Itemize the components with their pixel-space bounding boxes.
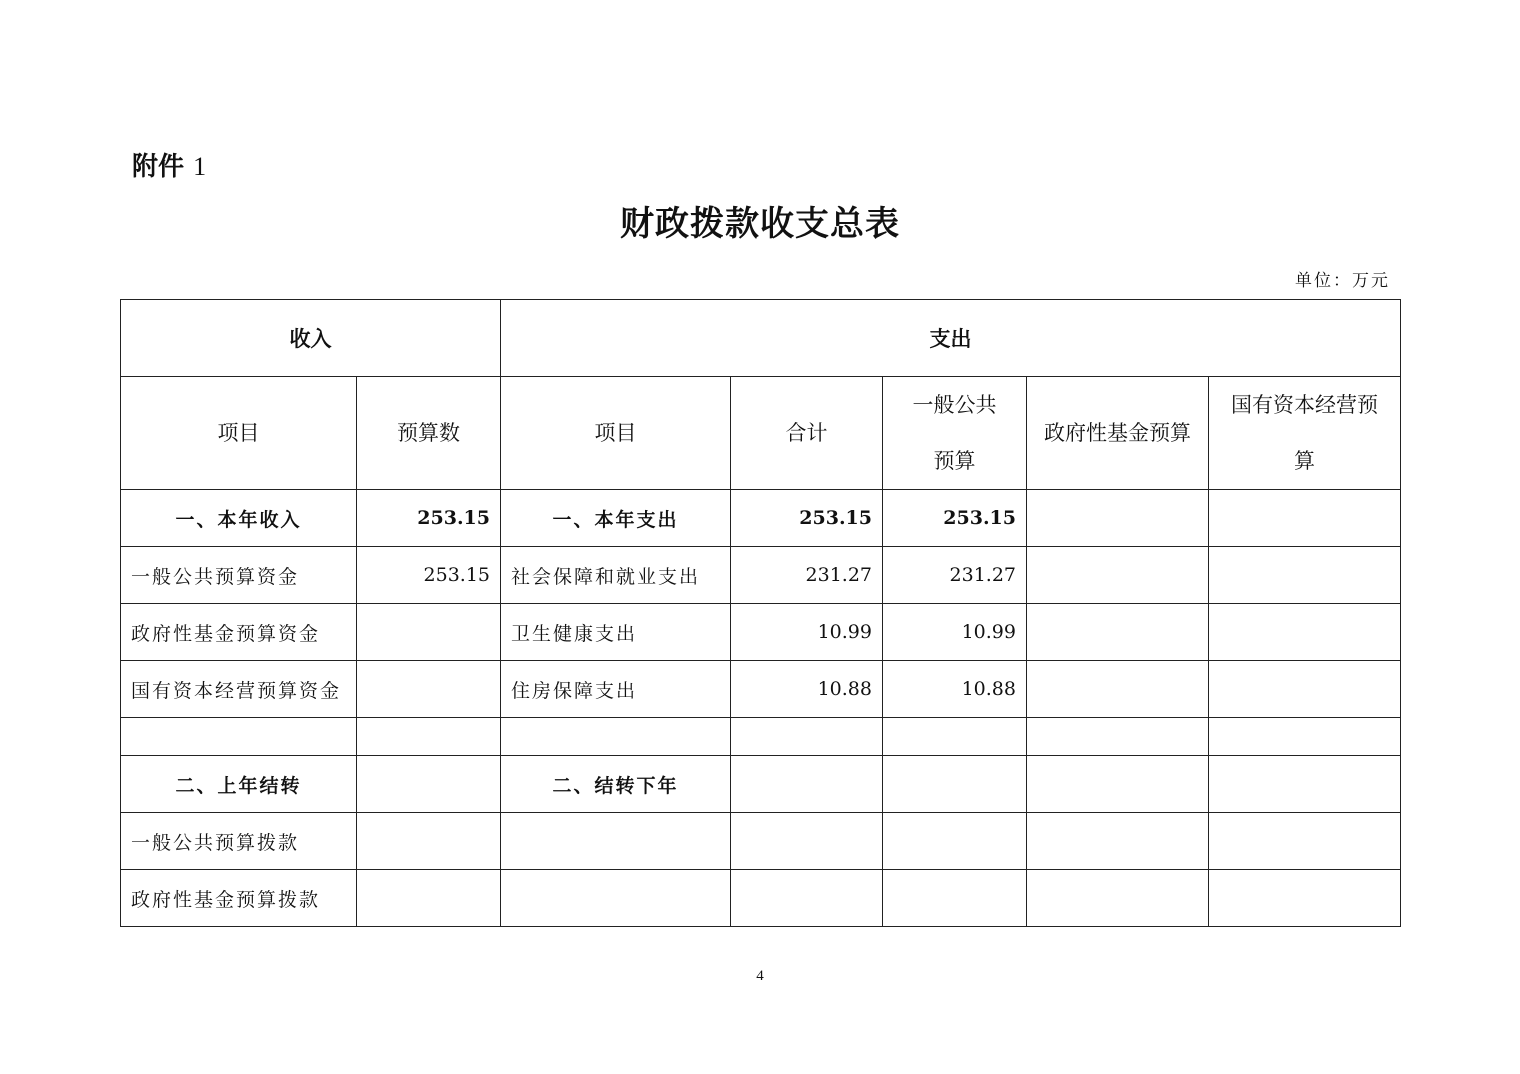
state-capital-cell bbox=[1209, 547, 1401, 604]
income-item-cell: 一般公共预算资金 bbox=[121, 547, 357, 604]
table-row-empty bbox=[121, 718, 1401, 756]
gov-fund-cell bbox=[1027, 756, 1209, 813]
column-header-row bbox=[121, 377, 1401, 490]
general-public-cell: 231.27 bbox=[883, 547, 1027, 604]
general-public-cell: 253.15 bbox=[883, 490, 1027, 547]
state-capital-cell bbox=[1209, 718, 1401, 756]
attachment-label bbox=[132, 146, 206, 183]
gov-fund-cell bbox=[1027, 718, 1209, 756]
income-item-cell: 政府性基金预算资金 bbox=[121, 604, 357, 661]
table-row bbox=[121, 490, 1401, 547]
expense-item-cell: 卫生健康支出 bbox=[501, 604, 731, 661]
total-cell: 10.88 bbox=[731, 661, 883, 718]
income-item-cell bbox=[121, 718, 357, 756]
expense-item-cell bbox=[501, 870, 731, 927]
total-cell bbox=[731, 718, 883, 756]
state-capital-cell bbox=[1209, 870, 1401, 927]
gov-fund-cell bbox=[1027, 604, 1209, 661]
income-item-cell: 政府性基金预算拨款 bbox=[121, 870, 357, 927]
attachment-number: 1 bbox=[193, 152, 207, 181]
attachment-prefix: 附件 bbox=[132, 152, 185, 182]
total-cell: 231.27 bbox=[731, 547, 883, 604]
gov-fund-cell bbox=[1027, 661, 1209, 718]
income-budget-cell bbox=[357, 604, 501, 661]
total-cell: 253.15 bbox=[731, 490, 883, 547]
total-cell bbox=[731, 756, 883, 813]
col-state-capital: 国有资本经营预算 bbox=[1209, 377, 1401, 490]
col-income-item: 项目 bbox=[121, 377, 357, 490]
page-title: 财政拨款收支总表 bbox=[620, 204, 900, 244]
expense-header: 支出 bbox=[501, 300, 1401, 377]
income-budget-cell bbox=[357, 870, 501, 927]
income-budget-cell: 253.15 bbox=[357, 547, 501, 604]
col-gov-fund: 政府性基金预算 bbox=[1027, 377, 1209, 490]
general-public-cell bbox=[883, 718, 1027, 756]
general-public-cell bbox=[883, 870, 1027, 927]
state-capital-cell bbox=[1209, 661, 1401, 718]
expense-item-cell: 二、结转下年 bbox=[501, 756, 731, 813]
col-general-public: 一般公共预算 bbox=[883, 377, 1027, 490]
state-capital-cell bbox=[1209, 756, 1401, 813]
gov-fund-cell bbox=[1027, 490, 1209, 547]
expense-item-cell bbox=[501, 718, 731, 756]
col-expense-item: 项目 bbox=[501, 377, 731, 490]
income-item-cell: 一般公共预算拨款 bbox=[121, 813, 357, 870]
income-budget-cell: 253.15 bbox=[357, 490, 501, 547]
table-row bbox=[121, 661, 1401, 718]
general-public-cell bbox=[883, 756, 1027, 813]
page-number: 4 bbox=[756, 968, 764, 984]
unit-label: 单位：万元 bbox=[1295, 271, 1390, 291]
income-header: 收入 bbox=[121, 300, 501, 377]
table-row bbox=[121, 870, 1401, 927]
table-row bbox=[121, 547, 1401, 604]
general-public-cell: 10.88 bbox=[883, 661, 1027, 718]
col-income-budget: 预算数 bbox=[357, 377, 501, 490]
income-item-cell: 国有资本经营预算资金 bbox=[121, 661, 357, 718]
general-public-cell bbox=[883, 813, 1027, 870]
total-cell: 10.99 bbox=[731, 604, 883, 661]
table-row bbox=[121, 756, 1401, 813]
general-public-cell: 10.99 bbox=[883, 604, 1027, 661]
section-header-row bbox=[121, 300, 1401, 377]
income-budget-cell bbox=[357, 756, 501, 813]
state-capital-cell bbox=[1209, 490, 1401, 547]
budget-table bbox=[120, 299, 1401, 927]
col-total: 合计 bbox=[731, 377, 883, 490]
income-budget-cell bbox=[357, 813, 501, 870]
income-budget-cell bbox=[357, 661, 501, 718]
total-cell bbox=[731, 813, 883, 870]
state-capital-cell bbox=[1209, 813, 1401, 870]
table-row bbox=[121, 813, 1401, 870]
state-capital-cell bbox=[1209, 604, 1401, 661]
total-cell bbox=[731, 870, 883, 927]
gov-fund-cell bbox=[1027, 870, 1209, 927]
expense-item-cell bbox=[501, 813, 731, 870]
income-budget-cell bbox=[357, 718, 501, 756]
gov-fund-cell bbox=[1027, 547, 1209, 604]
gov-fund-cell bbox=[1027, 813, 1209, 870]
expense-item-cell: 住房保障支出 bbox=[501, 661, 731, 718]
table-row bbox=[121, 604, 1401, 661]
income-item-cell: 一、本年收入 bbox=[121, 490, 357, 547]
expense-item-cell: 一、本年支出 bbox=[501, 490, 731, 547]
expense-item-cell: 社会保障和就业支出 bbox=[501, 547, 731, 604]
income-item-cell: 二、上年结转 bbox=[121, 756, 357, 813]
